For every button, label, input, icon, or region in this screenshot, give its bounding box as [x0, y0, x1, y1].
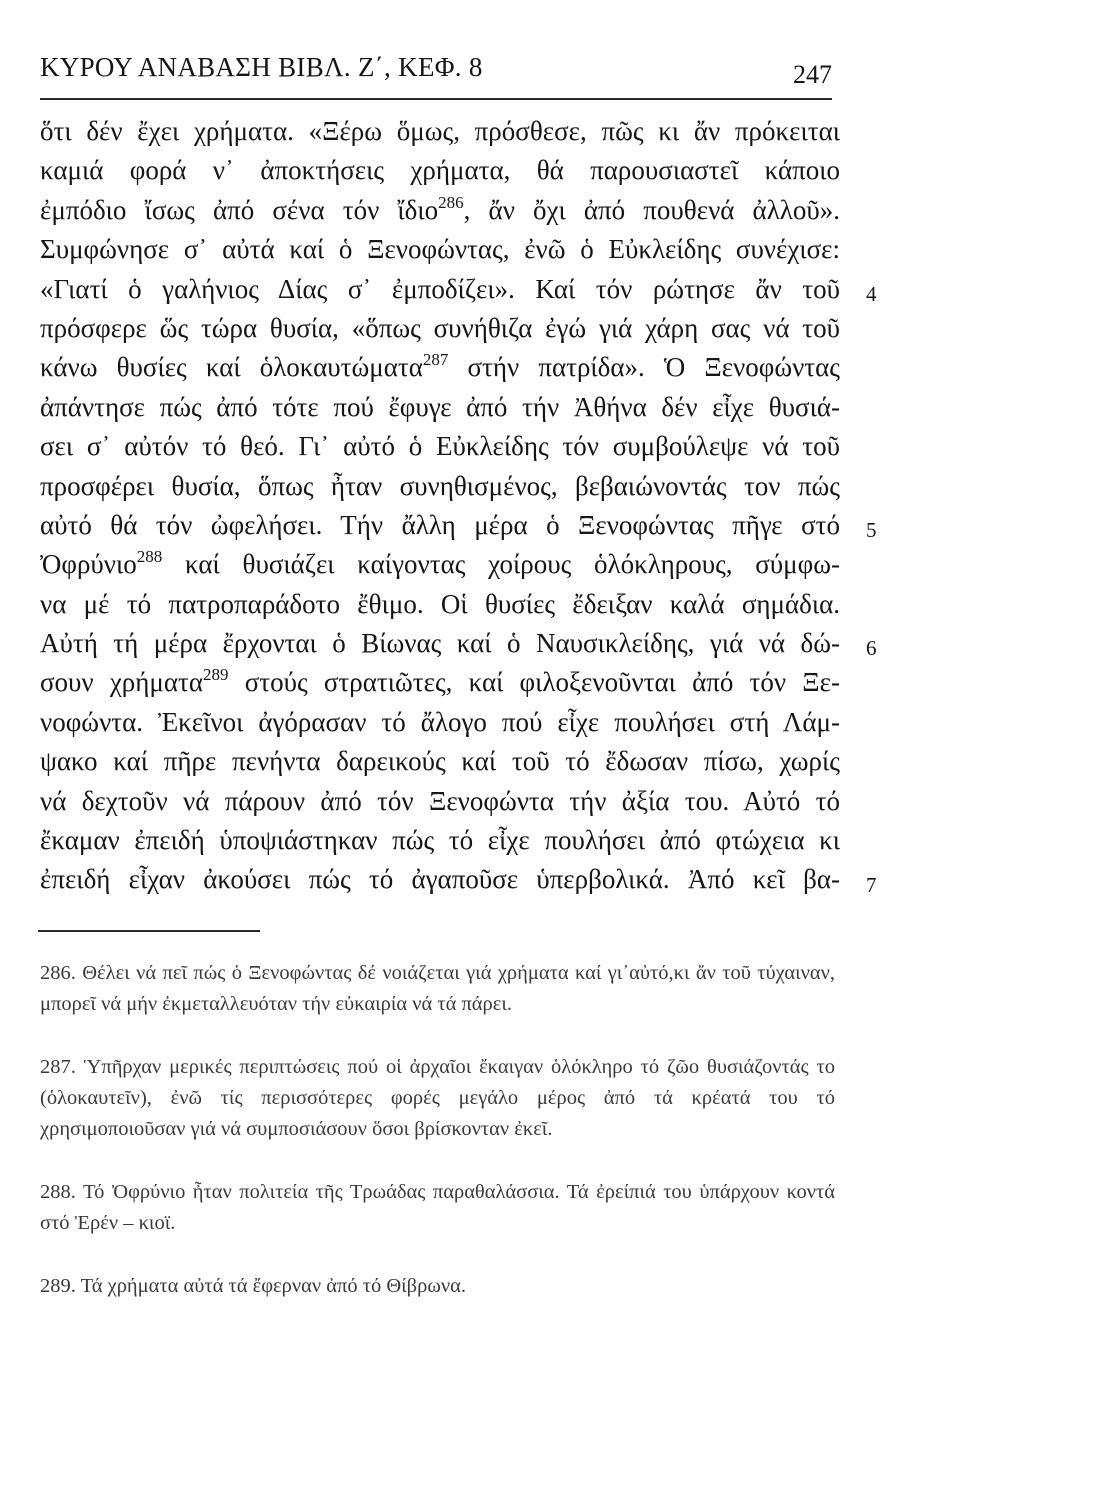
text-line	[40, 782, 840, 821]
text-line	[40, 270, 840, 309]
page-number: 247	[793, 60, 832, 89]
text-line	[40, 230, 840, 269]
text-segment: Ὀφρύνιο	[40, 549, 137, 580]
text-segment: στούς στρατιῶτες, καί φιλοξενοῦνται ἀπό τόν Ξε-	[228, 667, 840, 698]
text-segment: ἔκαμαν ἐπειδή ὑποψιάστηκαν πώς τό εἶχε πουλήσει ἀπό φτώχεια κι	[40, 825, 840, 856]
footnote-288: 288. Τό Ὀφρύνιο ἦταν πολιτεία τῆς Τρωάδας παραθαλάσσια. Τά ἐρείπιά του ὑπάρχουν κοντά στό Ἐρέν – κιοϊ.	[40, 1181, 835, 1234]
text-segment: ἐπειδή εἶχαν ἀκούσει πώς τό ἀγαποῦσε ὑπερβολικά. Ἀπό κεῖ βα-	[40, 864, 840, 895]
text-segment: προσφέρει θυσία, ὅπως ἦταν συνηθισμένος, βεβαιώνοντάς τον πώς	[40, 470, 840, 501]
text-segment: σει σ᾽ αὐτόν τό θεό. Γι᾽ αὐτό ὁ Εὐκλείδης τόν συμβούλεψε νά τοῦ	[40, 431, 840, 462]
text-segment: ψακο καί πῆρε πενήντα δαρεικούς καί τοῦ τό ἔδωσαν πίσω, χωρίς	[40, 746, 840, 777]
text-segment: νοφώντα. Ἐκεῖνοι ἀγόρασαν τό ἄλογο πού εἶχε πουλήσει στή Λάμ-	[40, 706, 840, 737]
footnote-rule	[38, 930, 260, 932]
text-line	[40, 585, 840, 624]
footnote-ref: 286	[438, 192, 464, 212]
text-line	[40, 742, 840, 781]
text-segment: να μέ τό πατροπαράδοτο ἔθιμο. Οἱ θυσίες ἔδειξαν καλά σημάδια.	[40, 588, 840, 619]
text-line	[40, 112, 840, 151]
text-segment: ἐμπόδιο ἴσως ἀπό σένα τόν ἴδιο	[40, 194, 439, 225]
footnote-ref: 289	[203, 665, 229, 685]
main-text	[40, 112, 840, 900]
header-rule	[40, 98, 832, 100]
running-title: ΚΥΡΟΥ ΑΝΑΒΑΣΗ ΒΙΒΛ. Ζ΄, ΚΕΦ. 8	[40, 52, 483, 82]
text-line	[40, 388, 840, 427]
text-segment: κάνω θυσίες καί ὁλοκαυτώματα	[40, 352, 423, 383]
text-segment: Συμφώνησε σ᾽ αὐτά καί ὁ Ξενοφώντας, ἐνῶ ὁ Εὐκλείδης συνέχισε:	[40, 234, 840, 265]
text-segment: πρόσφερε ὥς τώρα θυσία, «ὅπως συνήθιζα ἐγώ γιά χάρη σας νά τοῦ	[40, 312, 840, 343]
text-line	[40, 821, 840, 860]
footnote-286: 286. Θέλει νά πεῖ πώς ὁ Ξενοφώντας δέ νοιάζεται γιά χρήματα καί γι᾽αὐτό,κι ἄν τοῦ τύχαιναν, μπορεῖ νά μήν ἐκμεταλλευόταν τήν εὐκαιρία νά τά πάρει.	[40, 962, 835, 1015]
footnote-ref: 287	[422, 350, 449, 370]
text-line	[40, 467, 840, 506]
text-segment: , ἄν ὄχι ἀπό πουθενά ἀλλοῦ».	[463, 194, 840, 225]
text-line	[40, 624, 840, 663]
text-line	[40, 191, 840, 230]
text-line	[40, 663, 840, 702]
text-line	[40, 506, 840, 545]
text-line	[40, 309, 840, 348]
section-number: 7	[866, 872, 877, 897]
text-segment: νά δεχτοῦν νά πάρουν ἀπό τόν Ξενοφώντα τήν ἀξία του. Αὐτό τό	[40, 785, 840, 816]
section-number: 6	[866, 636, 877, 661]
text-line	[40, 703, 840, 742]
footnote-ref: 288	[136, 547, 163, 567]
footnote-289: 289. Τά χρήματα αὐτά τά ἔφερναν ἀπό τό Θίβρωνα.	[40, 1275, 466, 1297]
section-number: 4	[866, 281, 877, 306]
text-segment: αὐτό θά τόν ὠφελήσει. Τήν ἄλλη μέρα ὁ Ξενοφώντας πῆγε στό	[40, 509, 840, 540]
text-segment: καί θυσιάζει καίγοντας χοίρους ὁλόκληρους, σύμφω-	[162, 549, 840, 580]
text-line	[40, 427, 840, 466]
text-segment: στήν πατρίδα». Ὁ Ξενοφώντας	[448, 352, 840, 383]
text-line	[40, 151, 840, 190]
footnote-287: 287. Ὑπῆρχαν μερικές περιπτώσεις πού οἱ ἀρχαῖοι ἔκαιγαν ὁλόκληρο τό ζῶο θυσιάζοντάς το (ὁλοκαυτεῖν), ἐνῶ τίς περισσότερες φορές μεγάλο μέρος ἀπό τά κρέατά του τό χρησιμοποιοῦσαν γιά νά συμποσιάσουν ὅσοι βρίσκονταν ἐκεῖ.	[40, 1056, 835, 1140]
text-segment: «Γιατί ὁ γαλήνιος Δίας σ᾽ ἐμποδίζει». Καί τόν ρώτησε ἄν τοῦ	[40, 273, 840, 304]
text-segment: καμιά φορά ν᾽ ἀποκτήσεις χρήματα, θά παρουσιαστεῖ κάποιο	[40, 155, 840, 186]
section-number: 5	[866, 518, 877, 542]
running-head	[40, 42, 840, 98]
text-segment: Αὐτή τή μέρα ἔρχονται ὁ Βίωνας καί ὁ Ναυσικλείδης, γιά νά δώ-	[40, 628, 840, 659]
text-line	[40, 860, 840, 899]
text-segment: σουν χρήματα	[40, 667, 204, 698]
text-line	[40, 348, 840, 387]
text-segment: ὅτι δέν ἔχει χρήματα. «Ξέρω ὅμως, πρόσθεσε, πῶς κι ἄν πρόκειται	[40, 116, 840, 146]
text-line	[40, 545, 840, 584]
text-segment: ἀπάντησε πώς ἀπό τότε πού ἔφυγε ἀπό τήν Ἀθήνα δέν εἶχε θυσιά-	[40, 391, 840, 422]
footnotes	[40, 958, 835, 1334]
